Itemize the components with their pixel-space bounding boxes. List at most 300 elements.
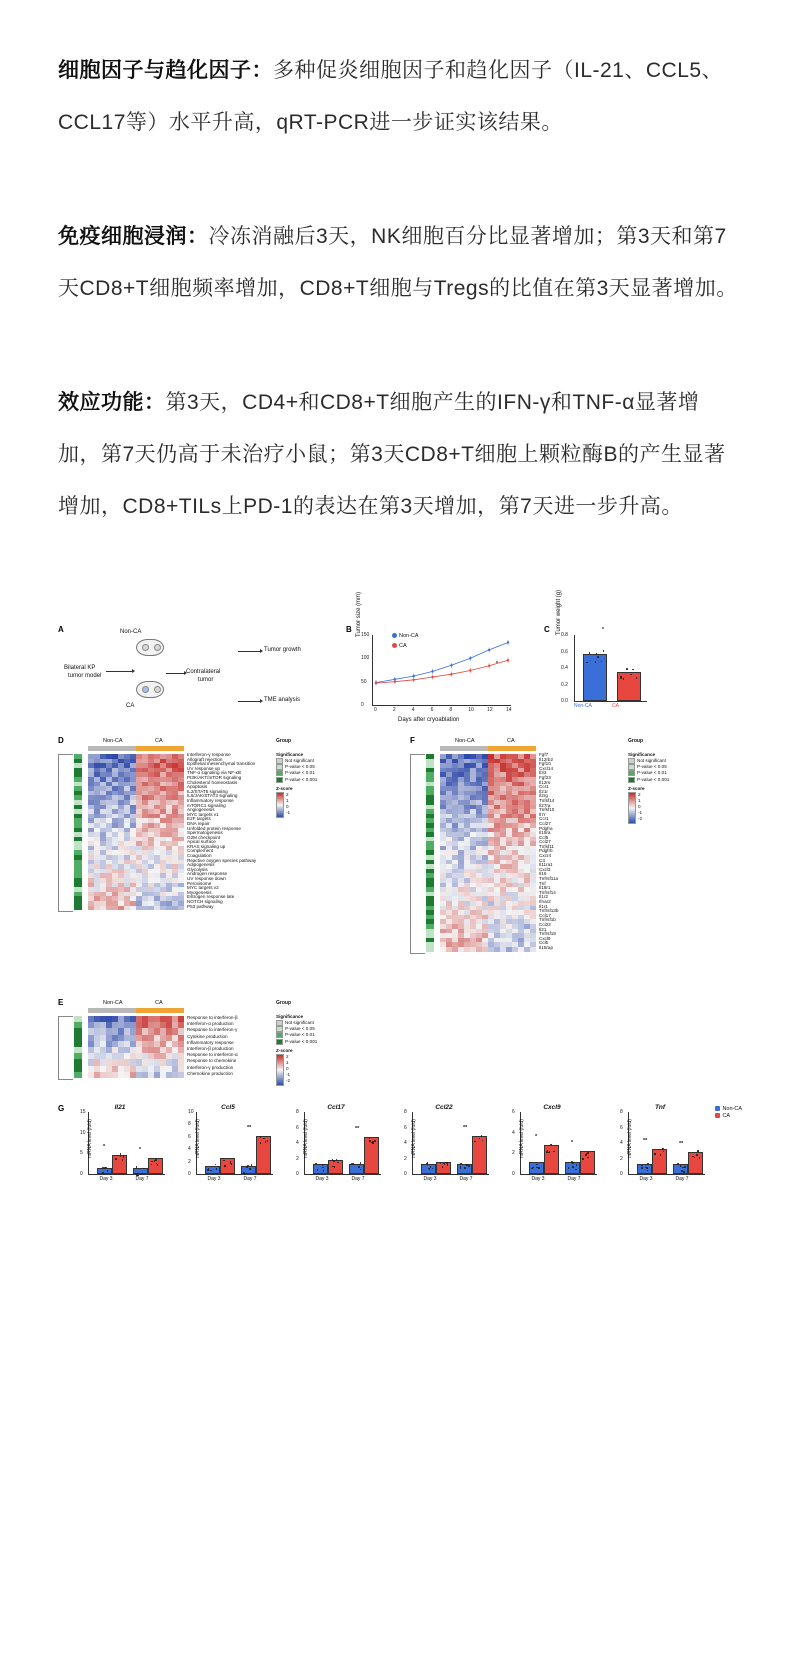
significance-legend-label: P-value < 0.001 <box>285 776 318 782</box>
panel-g-significance: ** <box>679 1140 684 1147</box>
heatmap-row-label: Cytokine production <box>187 1033 228 1039</box>
arrow-to-tme <box>238 701 260 702</box>
heatmap-row-label: Cxcl3 <box>539 866 551 872</box>
panel-a-label-model-2: tumor model <box>68 673 102 679</box>
panel-g-ytick: 4 <box>620 1140 623 1146</box>
significance-legend <box>628 752 669 824</box>
tumor-dot-left-top <box>142 644 149 651</box>
panel-a-label-contralateral-2: tumor <box>198 677 214 683</box>
panel-g-ytick: 2 <box>188 1158 191 1165</box>
heatmap-row-label: Ccl5 <box>539 940 549 946</box>
panel-a-label-contralateral-1: Contralateral <box>186 669 221 675</box>
panel-b-legend-ca-label: CA <box>399 643 407 649</box>
zscore-tick: 2 <box>286 1053 289 1059</box>
zscore-tick: 2 <box>286 791 289 797</box>
panel-b-legend-noncA <box>392 633 419 639</box>
heatmap-row-label: IL6/JAK/STAT3 signaling <box>187 793 238 799</box>
panel-g-ytick: 0 <box>80 1171 83 1177</box>
panel-g-xtick: Day 7 <box>135 1176 149 1182</box>
panel-g-data-point <box>102 1167 104 1169</box>
heatmap-row-label: Tnfrsf1b <box>539 917 556 923</box>
panel-g-chart-title: Ccl22 <box>435 1104 453 1111</box>
heatmap-row-label: Chemokine production <box>187 1070 233 1076</box>
heatmap-row-label: Ccl22 <box>539 921 551 927</box>
multi-panel-figure <box>58 589 742 1216</box>
heatmap-row-label: Estrogen response late <box>187 894 235 900</box>
panel-b <box>346 591 526 730</box>
panel-g-data-point <box>337 1162 339 1164</box>
group-header: Group <box>276 1000 291 1006</box>
panel-g-plot <box>188 1109 273 1182</box>
panel-g-ytick: 0 <box>188 1171 191 1177</box>
heatmap-row-label: Ifnar2 <box>539 899 551 904</box>
panel-g-ytick: 2 <box>512 1150 515 1157</box>
significance-legend-title: Significance <box>276 752 304 757</box>
panel-g-chart <box>392 1104 496 1200</box>
paragraph-cytokines-body: 多种促炎细胞因子和趋化因子（IL-21、CCL5、CCL17等）水平升高，qRT-PCR进一步证实该结果。 <box>58 59 724 134</box>
significance-legend <box>276 752 317 818</box>
heatmap-row-label: Tnf <box>539 880 546 886</box>
panel-g-bar <box>256 1136 271 1174</box>
panel-c-letter: C <box>544 625 550 634</box>
zscore-legend-title: Z-score <box>276 1047 293 1053</box>
heatmap-row-label: Il21 <box>539 926 547 932</box>
panel-c-ylabel: Tumor weight (g) <box>556 589 562 635</box>
zscore-tick: 0 <box>638 803 641 809</box>
group-label-noncA: Non-CA <box>103 1000 123 1006</box>
panel-g-chart <box>284 1104 388 1200</box>
legend-square-noncA <box>715 1106 720 1111</box>
panel-g-significance: * <box>139 1146 142 1153</box>
panel-g-plot <box>296 1109 381 1182</box>
heatmap-row-label: DNA repair <box>187 820 210 826</box>
panel-g-data-point <box>550 1144 552 1146</box>
arrow-head-tme <box>260 699 263 703</box>
significance-legend-item <box>628 777 669 783</box>
panel-d <box>58 736 388 916</box>
panel-g-chart-title: Ccl5 <box>221 1104 235 1111</box>
heatmap-row-label: Ccl5 <box>539 834 549 840</box>
panel-g-data-point <box>645 1167 647 1169</box>
group-bar-noncA <box>440 746 488 751</box>
group-header: Group <box>276 738 291 744</box>
heatmap-row-label: Apoptosis <box>187 784 208 790</box>
panel-g-bar <box>220 1158 235 1174</box>
significance-legend-label: P-value < 0.001 <box>285 1038 318 1044</box>
heatmap-row-label: Il2rg <box>539 793 548 799</box>
panel-g-data-point <box>647 1163 649 1165</box>
panel-b-ytick: 150 <box>361 632 370 638</box>
panel-g-xtick: Day 7 <box>675 1176 689 1182</box>
zscore-tick: -1 <box>286 1071 291 1077</box>
panel-g-data-point <box>460 1163 462 1165</box>
paragraph-cytokines <box>58 45 742 149</box>
zscore-legend-title: Z-score <box>628 785 645 791</box>
panel-g-xtick: Day 3 <box>207 1176 221 1182</box>
panel-g-ytick: 8 <box>404 1109 407 1115</box>
panel-b-xtick: 14 <box>506 707 512 713</box>
heatmap-row-label: UV response down <box>187 876 226 882</box>
panel-g-data-point <box>249 1168 251 1170</box>
heatmap-row-label: Ccr1 <box>539 816 549 822</box>
heatmap-row-label: Ccl17 <box>539 912 551 918</box>
panel-g-data-point <box>696 1154 698 1156</box>
paragraph-infiltration-body: 冷冻消融后3天，NK细胞百分比显著增加；第3天和第7天CD8+T细胞频率增加，CD8+T细胞与Tregs的比值在第3天显著增加。 <box>58 225 738 300</box>
panel-c-ytick: 0.0 <box>561 698 568 704</box>
panel-g-ytick: 6 <box>512 1109 515 1115</box>
panel-g-bar <box>580 1151 595 1174</box>
heatmap-row-label: Tnfsf14 <box>539 797 555 803</box>
panel-b-xtick: 2 <box>392 707 396 713</box>
heatmap-row-label: Angiogenesis <box>187 807 215 813</box>
significance-legend-swatch <box>276 1026 283 1032</box>
panel-g-data-point <box>210 1170 212 1172</box>
heatmap-grid <box>88 754 184 910</box>
heatmap-row-label: Il15rap <box>539 944 554 950</box>
panel-g-ytick: 10 <box>80 1129 86 1136</box>
heatmap-row-label: Androgen response <box>187 871 228 877</box>
panel-a-label-model-1: Bilateral KP <box>64 665 96 671</box>
panel-g-data-point <box>684 1166 686 1168</box>
panel-f-heatmap <box>410 738 742 958</box>
significance-legend-item <box>276 777 317 783</box>
panel-g-data-point <box>677 1163 679 1165</box>
significance-legend-label: P-value < 0.01 <box>637 770 667 776</box>
heatmap-row-label: MYC targets v1 <box>187 811 219 817</box>
panel-g-ylabel: mRNA level (fold) <box>411 1119 417 1158</box>
zscore-legend-title: Z-score <box>276 785 293 791</box>
significance-legend-label: P-value < 0.001 <box>637 776 670 782</box>
panel-g <box>58 1104 742 1216</box>
panel-g-xtick: Day 3 <box>531 1176 545 1182</box>
tumor-dot-left-bottom <box>142 686 149 693</box>
arrow-head-model <box>132 669 135 673</box>
heatmap-row-label: Interferon-α production <box>187 1021 234 1027</box>
panel-g-data-point <box>468 1165 470 1167</box>
arrow-to-tumor-growth <box>238 651 260 652</box>
zscore-ticks <box>638 792 642 822</box>
panel-g-xtick: Day 3 <box>315 1176 329 1182</box>
heatmap-row-label: Glycolysis <box>187 866 208 872</box>
figure-row-abc <box>58 589 742 730</box>
panel-g-ylabel: mRNA level (fold) <box>303 1119 309 1158</box>
heatmap-row-label: Spermatogenesis <box>187 830 223 836</box>
paragraph-infiltration-lead: 免疫细胞浸润： <box>58 225 209 248</box>
significance-legend-swatch <box>276 1032 283 1038</box>
heatmap-row-label: Tnfrsf14 <box>539 889 556 895</box>
heatmap-row-label: Il33 <box>539 770 547 776</box>
panel-e <box>58 998 388 1084</box>
heatmap-grid <box>88 1016 184 1078</box>
heatmap-row-label: Il7r <box>539 811 546 817</box>
panel-g-data-point <box>265 1141 267 1143</box>
panel-g-data-point <box>332 1166 334 1168</box>
heatmap-row-label: Reactive oxygen species pathway <box>187 857 257 863</box>
panel-g-legend-ca <box>715 1113 742 1120</box>
heatmap-row-label: Il27ra <box>539 802 551 808</box>
significance-legend-item <box>276 1039 317 1045</box>
panel-g-xtick: Day 7 <box>243 1176 257 1182</box>
significance-legend-swatch <box>628 764 635 770</box>
panel-g-data-point <box>372 1141 374 1143</box>
heatmap-row-label: Epithelial mesenchymal transition <box>187 761 256 767</box>
panel-b-legend-noncA-label: Non-CA <box>399 633 419 639</box>
group-bar <box>440 746 536 751</box>
panel-c-data-point <box>597 656 599 658</box>
panel-g-ytick: 10 <box>188 1109 194 1115</box>
panel-g-xtick: Day 7 <box>567 1176 581 1182</box>
zscore-legend <box>276 792 317 818</box>
panel-g-data-point <box>155 1159 157 1161</box>
heatmap-row-label: Inflammatory response <box>187 797 234 803</box>
panel-g-data-point <box>683 1171 685 1173</box>
zscore-colorbar <box>276 792 284 818</box>
panel-c-ytick: 0.6 <box>561 648 568 655</box>
zscore-tick: 0 <box>286 803 289 809</box>
panel-g-data-point <box>243 1172 245 1174</box>
panel-d-heatmap <box>58 738 388 916</box>
significance-legend-title: Significance <box>628 752 656 757</box>
paragraph-effector-body: 第3天，CD4+和CD8+T细胞产生的IFN-γ和TNF-α显著增加，第7天仍高于未治疗小鼠；第3天CD8+T细胞上颗粒酶B的产生显著增加，CD8+TILs上PD-1的表达在第3天增加，第7天进一步升高。 <box>58 391 726 518</box>
panel-c-data-point <box>632 669 634 671</box>
significance-legend-label: P-value < 0.01 <box>285 770 315 776</box>
panel-g-ytick: 0 <box>296 1171 299 1177</box>
panel-g-chart <box>176 1104 280 1200</box>
panel-g-chart <box>68 1104 172 1200</box>
panel-g-ylabel: mRNA level (fold) <box>195 1119 201 1158</box>
significance-legend-swatch <box>276 764 283 770</box>
zscore-colorbar <box>276 1054 284 1086</box>
legend-square-ca <box>715 1113 720 1118</box>
significance-legend-swatch <box>628 758 635 764</box>
arrow-mice-to-contralateral <box>166 673 184 674</box>
zscore-tick: 2 <box>638 791 641 797</box>
significance-legend-label: P-value < 0.05 <box>637 764 667 770</box>
heatmap-row-label: KRAS signaling up <box>187 843 226 849</box>
panel-g-data-point <box>358 1166 360 1168</box>
group-label-ca: CA <box>155 1000 163 1006</box>
panel-g-plot <box>404 1109 489 1182</box>
panel-a-label-ca: CA <box>126 703 135 709</box>
panel-g-legend <box>715 1106 742 1120</box>
panel-a-label-tme: TME analysis <box>264 697 301 703</box>
panel-c-data-point <box>586 662 588 664</box>
panel-g-xtick: Day 3 <box>99 1176 113 1182</box>
panel-g-data-point <box>260 1142 262 1144</box>
zscore-legend <box>628 792 669 824</box>
group-bar-noncA <box>88 1008 136 1013</box>
heatmap-row-label: Response to interferon-α <box>187 1052 238 1058</box>
group-label-noncA: Non-CA <box>455 738 475 744</box>
panel-g-data-point <box>681 1170 683 1172</box>
significance-legend-label: P-value < 0.05 <box>285 764 315 770</box>
group-header: Group <box>628 738 643 744</box>
heatmap-row-label: Il12rs <box>539 779 551 785</box>
panel-g-plot <box>512 1109 597 1182</box>
panel-f <box>410 736 742 958</box>
zscore-tick: 1 <box>286 1059 289 1065</box>
heatmap-row-label: Inflammatory response <box>187 1039 234 1045</box>
heatmap-row-label: Il21r <box>539 788 548 794</box>
panel-g-data-point <box>460 1167 462 1169</box>
panel-g-data-point <box>369 1140 371 1142</box>
heatmap-row-label: Ccr1 <box>539 784 549 790</box>
group-bar-noncA <box>88 746 136 751</box>
heatmap-row-label: Cholesterol homeostasis <box>187 779 238 785</box>
panel-b-xtick: 6 <box>430 707 434 713</box>
heatmap-row-label: TNF-α signaling via NF-κB <box>187 770 241 776</box>
panel-g-data-point <box>692 1156 694 1158</box>
arrow-head-contralateral <box>184 671 187 675</box>
panel-g-ytick: 2 <box>404 1155 407 1162</box>
panel-b-letter: B <box>346 625 352 634</box>
panel-b-ytick: 100 <box>361 655 370 662</box>
panel-f-letter: F <box>410 736 415 745</box>
heatmap-row-label: Cxcl9 <box>539 935 551 941</box>
group-label-noncA: Non-CA <box>103 738 123 744</box>
panel-g-significance: * <box>571 1140 574 1147</box>
group-bar <box>88 1008 184 1013</box>
group-bar <box>88 746 184 751</box>
heatmap-row-label: Peroxisome <box>187 880 212 886</box>
heatmap-row-labels <box>187 1015 238 1077</box>
heatmap-row-label: IL2/STAT5 signaling <box>187 788 228 794</box>
zscore-colorbar <box>628 792 636 824</box>
panel-g-data-point <box>582 1158 584 1160</box>
group-label-ca: CA <box>155 738 163 744</box>
panel-g-data-point <box>141 1173 143 1175</box>
panel-g-ytick: 8 <box>296 1109 299 1115</box>
panel-a-letter: A <box>58 625 64 634</box>
zscore-tick: -1 <box>286 809 291 815</box>
zscore-tick: 1 <box>638 797 641 803</box>
heatmap-row-label: Apical surface <box>187 839 216 845</box>
zscore-tick: -2 <box>638 815 643 821</box>
panel-c-data-point <box>620 677 622 679</box>
heatmap-row-label: Tnfrsf13b <box>539 908 559 914</box>
zscore-ticks <box>286 1054 290 1084</box>
group-bar-ca <box>136 746 184 751</box>
significance-annotation-column <box>426 754 434 952</box>
panel-g-xtick: Day 3 <box>639 1176 653 1182</box>
panel-g-significance: ** <box>643 1137 648 1144</box>
heatmap-row-label: G2M checkpoint <box>187 834 221 840</box>
panel-g-data-point <box>102 1172 104 1174</box>
panel-g-letter: G <box>58 1104 65 1113</box>
figure-row-def <box>58 736 742 1096</box>
panel-g-xtick: Day 7 <box>459 1176 473 1182</box>
panel-g-data-point <box>654 1153 656 1155</box>
paragraph-effector-lead: 效应功能： <box>58 391 166 414</box>
panel-g-charts <box>68 1104 742 1200</box>
heatmap-row-label: Tnfrsf19 <box>539 931 556 937</box>
significance-annotation-column <box>74 754 82 910</box>
significance-legend <box>276 1014 317 1086</box>
panel-g-chart-title: Cxcl9 <box>543 1104 561 1111</box>
heatmap-row-label: Tnfsf10 <box>539 807 555 813</box>
significance-legend-title: Significance <box>276 1014 304 1019</box>
heatmap-row-label: Fgf23 <box>539 774 551 780</box>
heatmap-row-label: Response to interferon-γ <box>187 1027 238 1033</box>
group-bar-ca <box>488 746 536 751</box>
panel-b-ytick: 0 <box>361 702 364 708</box>
panel-g-data-point <box>575 1169 577 1171</box>
panel-g-ytick: 8 <box>620 1109 623 1115</box>
panel-g-ytick: 4 <box>296 1140 299 1146</box>
panel-g-significance: ** <box>463 1125 468 1132</box>
heatmap-row-label: UV response up <box>187 765 220 771</box>
heatmap-row-label: Interferon-β production <box>187 1045 234 1051</box>
heatmap-row-label: Il11ra1 <box>539 862 553 868</box>
panel-g-ytick: 0 <box>404 1171 407 1177</box>
panel-b-ylabel: Tumor size (mm) <box>356 591 362 637</box>
panel-g-data-point <box>572 1162 574 1164</box>
panel-c-plot <box>561 632 647 704</box>
significance-legend-label: P-value < 0.05 <box>285 1026 315 1032</box>
heatmap-row-label: Coagulation <box>187 853 212 859</box>
paragraph-cytokines-lead: 细胞因子与趋化因子： <box>58 59 273 82</box>
heatmap-cell <box>178 1072 184 1078</box>
panel-c-ytick: 0.8 <box>561 632 568 638</box>
panel-g-data-point <box>224 1165 226 1167</box>
heatmap-cell <box>178 906 184 911</box>
legend-dot-noncA <box>392 633 397 638</box>
panel-g-data-point <box>157 1164 159 1166</box>
panel-g-plot <box>620 1109 705 1182</box>
panel-b-xtick: 12 <box>487 707 493 713</box>
panel-g-chart-title: Tnf <box>654 1104 666 1111</box>
panel-g-data-point <box>446 1162 448 1164</box>
panel-c-xtick-ca: CA <box>612 703 619 709</box>
significance-legend-swatch <box>276 777 283 783</box>
panel-g-ytick: 4 <box>404 1140 407 1146</box>
heatmap-row-label: Il16 <box>539 871 547 877</box>
panel-g-bar <box>637 1164 652 1174</box>
panel-g-data-point <box>538 1167 540 1169</box>
panel-b-xlabel: Days after cryoablation <box>398 717 460 723</box>
heatmap-row-label: Pdgfrb <box>539 848 553 854</box>
group-bar-ca <box>136 1008 184 1013</box>
zscore-legend <box>276 1054 317 1086</box>
heatmap-row-label: Interferon-γ production <box>187 1064 234 1070</box>
heatmap-grid <box>440 754 536 952</box>
significance-legend-swatch <box>276 1020 283 1026</box>
significance-legend-swatch <box>628 770 635 776</box>
significance-legend-swatch <box>276 1039 283 1045</box>
panel-g-data-point <box>215 1173 217 1175</box>
panel-b-significance: * <box>496 661 498 667</box>
panel-g-ytick: 6 <box>620 1124 623 1131</box>
panel-g-data-point <box>374 1140 376 1142</box>
heatmap-row-label: Response to chemokine <box>187 1058 237 1064</box>
panel-g-ytick: 5 <box>80 1150 83 1157</box>
panel-g-ytick: 2 <box>296 1155 299 1162</box>
heatmap-row-label: Cxcl14 <box>539 765 554 771</box>
heatmap-row-label: Il18r1 <box>539 885 551 891</box>
panel-g-ylabel: mRNA level (fold) <box>87 1119 93 1158</box>
panel-g-legend-noncA <box>715 1106 742 1113</box>
panel-g-bar <box>349 1164 364 1174</box>
panel-b-xtick: 4 <box>411 707 415 713</box>
heatmap-row-label: Il1r2 <box>539 894 548 900</box>
panel-g-data-point <box>572 1166 574 1168</box>
panel-g-data-point <box>660 1154 662 1156</box>
heatmap-row-label: Il15ra <box>539 830 551 836</box>
panel-g-data-point <box>333 1160 335 1162</box>
heatmap-row-label: Il1r1 <box>539 903 548 909</box>
panel-g-ytick: 0 <box>620 1171 623 1177</box>
panel-g-significance: ** <box>247 1125 252 1132</box>
